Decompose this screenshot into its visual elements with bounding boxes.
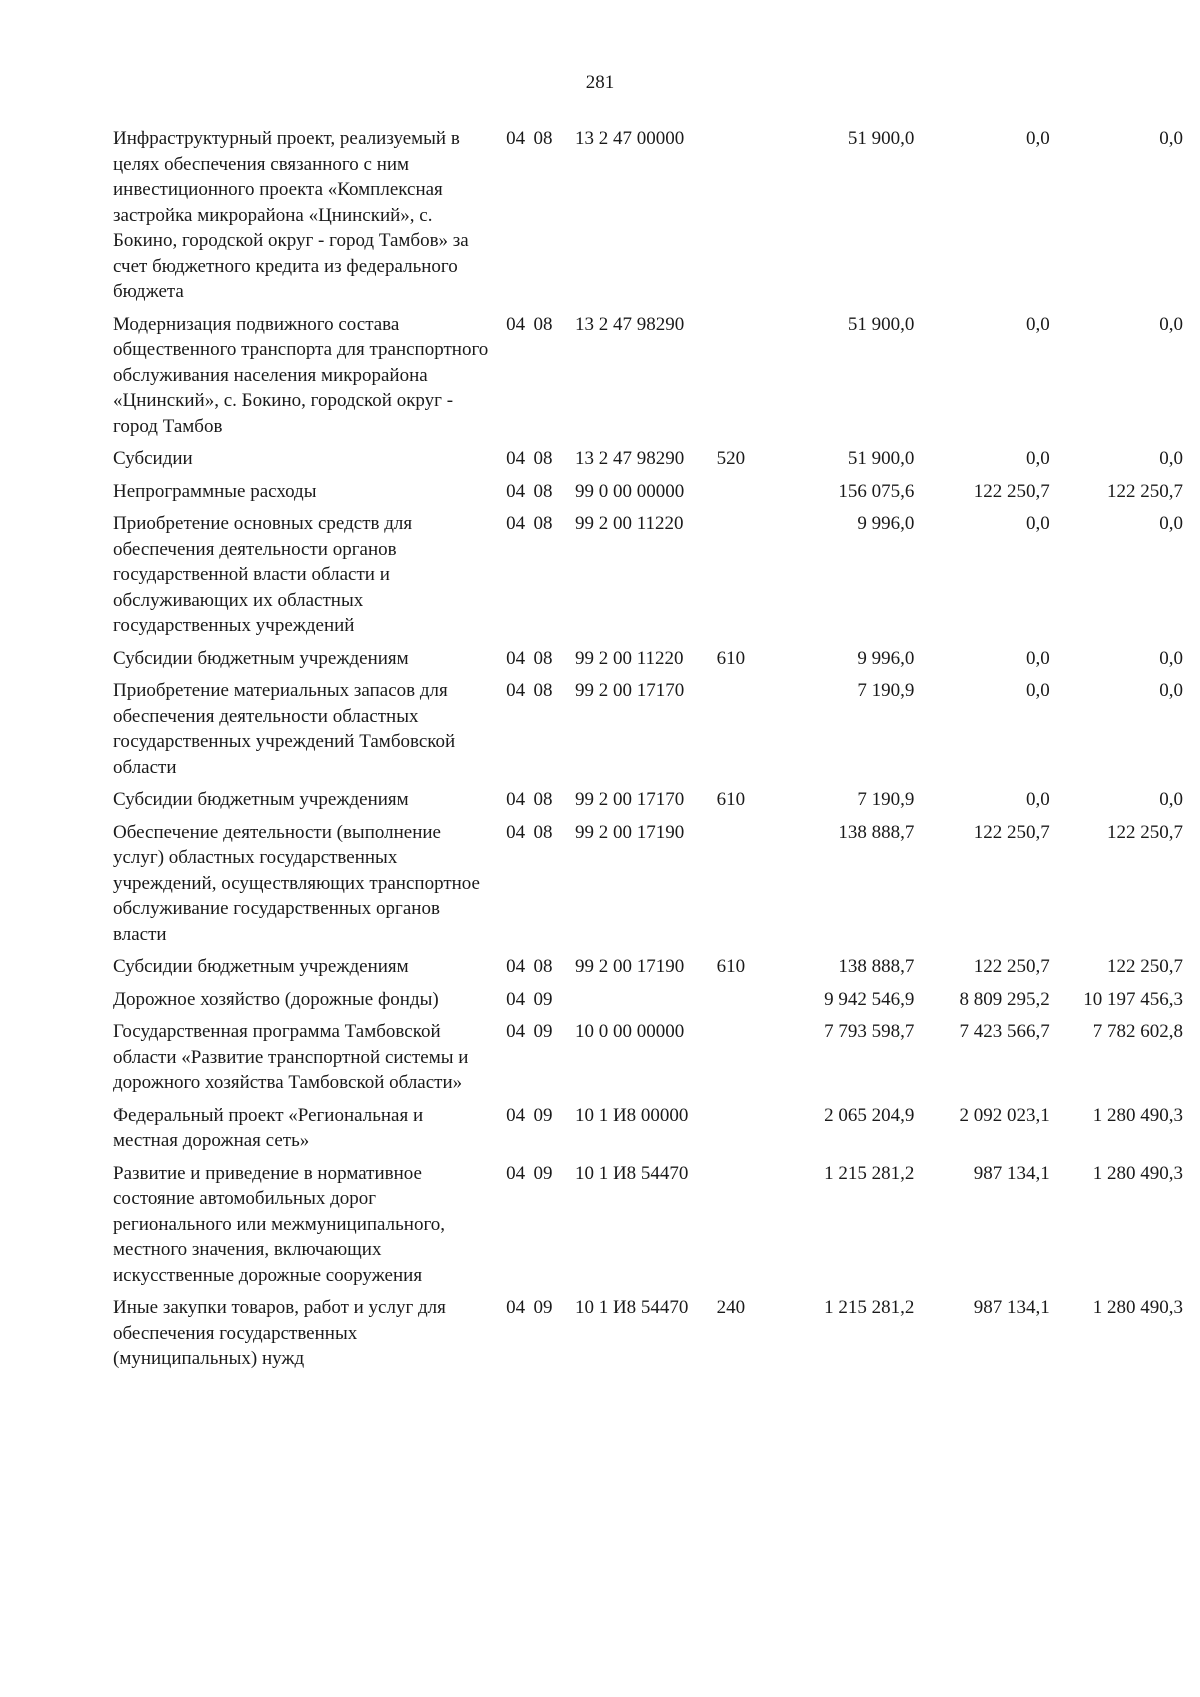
table-row [113, 312, 1183, 447]
expense-type-code: 610 [716, 647, 746, 669]
amount-year-2: 0,0 [1025, 647, 1050, 669]
subsection-code: 08 [533, 513, 553, 534]
table-row [113, 446, 1183, 479]
amount-year-3: 0,0 [1159, 789, 1183, 810]
budget-table-body [113, 126, 1183, 1379]
amount-year-1: 51 900,0 [847, 448, 915, 469]
target-article-code: 99 2 00 11220 [574, 513, 684, 534]
amount-year-2: 8 809 295,2 [959, 988, 1050, 1010]
subsection-code: 09 [533, 988, 553, 1010]
section-code: 04 [506, 480, 526, 502]
item-name: Субсидии бюджетным учреждениям [113, 956, 409, 977]
section-code: 04 [506, 680, 526, 701]
subsection-code: 08 [533, 313, 553, 335]
expense-type-code [717, 312, 769, 447]
expense-type-code [717, 678, 769, 787]
amount-year-2: 122 250,7 [973, 956, 1050, 977]
target-article-code: 99 2 00 11220 [574, 647, 684, 669]
subsection-code: 08 [533, 821, 553, 843]
table-row [113, 511, 1183, 646]
expense-type-code [717, 511, 769, 646]
amount-year-2: 122 250,7 [973, 821, 1050, 843]
amount-year-1: 138 888,7 [838, 821, 915, 843]
expense-type-code: 610 [716, 956, 746, 977]
amount-year-3: 1 280 490,3 [1092, 1104, 1183, 1126]
table-row [113, 479, 1183, 512]
amount-year-2: 987 134,1 [973, 1162, 1050, 1184]
amount-year-3: 0,0 [1159, 513, 1183, 534]
subsection-code: 08 [533, 647, 553, 669]
item-name: Приобретение материальных запасов для обеспечения деятельности областных государственных учреждений Тамбовской области [113, 680, 456, 778]
amount-year-2: 0,0 [1025, 513, 1050, 534]
amount-year-3: 1 280 490,3 [1092, 1162, 1183, 1184]
amount-year-3: 0,0 [1159, 647, 1183, 669]
amount-year-3: 7 782 602,8 [1092, 1021, 1183, 1042]
expense-type-code [717, 126, 769, 312]
section-code: 04 [506, 313, 526, 335]
section-code: 04 [506, 513, 526, 534]
amount-year-1: 1 215 281,2 [824, 1162, 915, 1184]
table-row [113, 126, 1183, 312]
amount-year-2: 122 250,7 [973, 480, 1050, 502]
section-code: 04 [506, 448, 526, 469]
amount-year-1: 9 996,0 [857, 513, 915, 534]
amount-year-3: 122 250,7 [1107, 821, 1183, 843]
item-name: Развитие и приведение в нормативное состояние автомобильных дорог регионального или межмуниципального, местного значения, включающих искусственные дорожные сооружения [113, 1162, 446, 1286]
amount-year-1: 9 942 546,9 [824, 988, 915, 1010]
table-row [113, 678, 1183, 787]
amount-year-1: 9 996,0 [857, 647, 915, 669]
target-article-code: 10 1 И8 54470 [574, 1162, 689, 1184]
amount-year-3: 122 250,7 [1107, 480, 1183, 502]
target-article-code: 10 1 И8 00000 [574, 1104, 689, 1126]
table-row [113, 987, 1183, 1020]
expense-type-code [717, 479, 769, 512]
section-code: 04 [506, 821, 526, 843]
table-row [113, 1019, 1183, 1103]
budget-table [113, 126, 1183, 1379]
target-article-code: 10 0 00 00000 [574, 1021, 685, 1042]
section-code: 04 [506, 1162, 526, 1184]
subsection-code: 08 [533, 789, 553, 810]
expense-type-code: 520 [716, 448, 746, 469]
subsection-code: 08 [533, 480, 553, 502]
amount-year-2: 0,0 [1025, 313, 1050, 335]
section-code: 04 [506, 1104, 526, 1126]
item-name: Субсидии [113, 448, 193, 469]
subsection-code: 09 [533, 1104, 553, 1126]
target-article-code: 13 2 47 98290 [574, 313, 685, 335]
target-article-code: 99 2 00 17170 [574, 680, 685, 701]
target-article-code: 99 2 00 17170 [574, 789, 685, 810]
amount-year-1: 156 075,6 [838, 480, 915, 502]
target-article-code: 99 2 00 17190 [574, 821, 685, 843]
amount-year-2: 0,0 [1025, 128, 1050, 149]
amount-year-1: 7 793 598,7 [824, 1021, 915, 1042]
amount-year-1: 7 190,9 [857, 680, 915, 701]
item-name: Государственная программа Тамбовской области «Развитие транспортной системы и дорожного хозяйства Тамбовской области» [113, 1021, 469, 1093]
amount-year-1: 51 900,0 [847, 313, 915, 335]
subsection-code: 08 [533, 448, 553, 469]
subsection-code: 08 [533, 680, 553, 701]
amount-year-3: 1 280 490,3 [1092, 1297, 1183, 1318]
section-code: 04 [506, 1297, 526, 1318]
amount-year-1: 138 888,7 [838, 956, 915, 977]
amount-year-2: 0,0 [1025, 448, 1050, 469]
table-row [113, 820, 1183, 955]
amount-year-1: 7 190,9 [857, 789, 915, 810]
amount-year-3: 0,0 [1159, 128, 1183, 149]
table-row [113, 1103, 1183, 1161]
table-row [113, 787, 1183, 820]
amount-year-2: 0,0 [1025, 789, 1050, 810]
table-row [113, 954, 1183, 987]
section-code: 04 [506, 956, 526, 977]
item-name: Дорожное хозяйство (дорожные фонды) [113, 988, 439, 1010]
section-code: 04 [506, 647, 526, 669]
amount-year-2: 2 092 023,1 [959, 1104, 1050, 1126]
item-name: Инфраструктурный проект, реализуемый в целях обеспечения связанного с ним инвестиционного проекта «Комплексная застройка микрорайона «Цнинский», с. Бокино, городской округ - город Тамбов» за счет бюджетного кредита из федерального бюджета [113, 128, 469, 302]
amount-year-1: 1 215 281,2 [824, 1297, 915, 1318]
item-name: Модернизация подвижного состава общественного транспорта для транспортного обслуживания населения микрорайона «Цнинский», с. Бокино, городской округ - город Тамбов [113, 313, 489, 437]
expense-type-code: 240 [716, 1297, 746, 1318]
amount-year-2: 7 423 566,7 [959, 1021, 1050, 1042]
amount-year-2: 987 134,1 [973, 1297, 1050, 1318]
item-name: Федеральный проект «Региональная и местная дорожная сеть» [113, 1104, 424, 1151]
item-name: Субсидии бюджетным учреждениям [113, 789, 409, 810]
section-code: 04 [506, 1021, 526, 1042]
subsection-code: 09 [533, 1297, 553, 1318]
amount-year-3: 122 250,7 [1107, 956, 1183, 977]
amount-year-3: 0,0 [1159, 448, 1183, 469]
target-article-code: 10 1 И8 54470 [574, 1297, 689, 1318]
section-code: 04 [506, 789, 526, 810]
amount-year-3: 0,0 [1159, 313, 1183, 335]
expense-type-code [717, 1103, 769, 1161]
page-number: 281 [585, 72, 615, 93]
target-article-code [571, 987, 717, 1020]
section-code: 04 [506, 988, 526, 1010]
subsection-code: 08 [533, 956, 553, 977]
item-name: Обеспечение деятельности (выполнение услуг) областных государственных учреждений, осуществляющих транспортное обслуживание государственных органов власти [113, 821, 480, 945]
target-article-code: 99 2 00 17190 [574, 956, 685, 977]
table-row [113, 1295, 1183, 1379]
subsection-code: 09 [533, 1162, 553, 1184]
expense-type-code: 610 [716, 789, 746, 810]
amount-year-1: 2 065 204,9 [824, 1104, 915, 1126]
amount-year-1: 51 900,0 [847, 128, 915, 149]
table-row [113, 1161, 1183, 1296]
subsection-code: 09 [533, 1021, 553, 1042]
expense-type-code [717, 987, 769, 1020]
item-name: Непрограммные расходы [113, 480, 317, 502]
amount-year-3: 0,0 [1159, 680, 1183, 701]
table-row [113, 646, 1183, 679]
amount-year-2: 0,0 [1025, 680, 1050, 701]
item-name: Иные закупки товаров, работ и услуг для обеспечения государственных (муниципальных) нужд [113, 1297, 446, 1369]
section-code: 04 [506, 128, 526, 149]
amount-year-3: 10 197 456,3 [1083, 988, 1183, 1010]
item-name: Приобретение основных средств для обеспечения деятельности органов государственной власти области и обслуживающих их областных государственных учреждений [113, 513, 413, 636]
target-article-code: 99 0 00 00000 [574, 480, 685, 502]
expense-type-code [717, 1161, 769, 1296]
expense-type-code [717, 1019, 769, 1103]
target-article-code: 13 2 47 98290 [574, 448, 685, 469]
expense-type-code [717, 820, 769, 955]
item-name: Субсидии бюджетным учреждениям [113, 647, 409, 669]
subsection-code: 08 [533, 128, 553, 149]
target-article-code: 13 2 47 00000 [574, 128, 685, 149]
